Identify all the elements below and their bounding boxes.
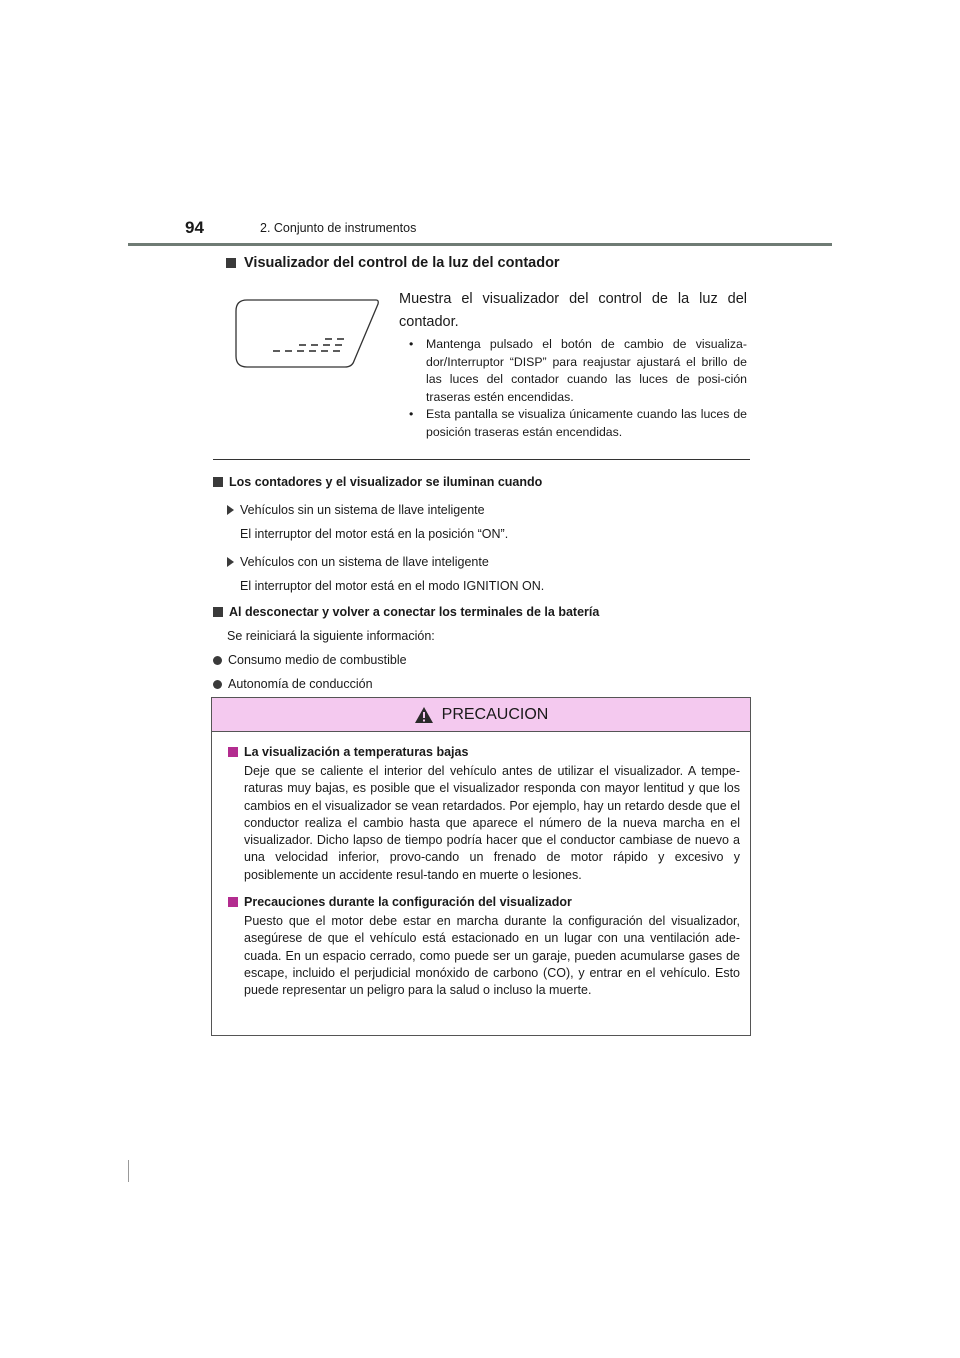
list-item (409, 336, 747, 406)
right-triangle-icon (227, 557, 234, 567)
note-subitem (213, 552, 753, 572)
bullet-dot: • (409, 407, 414, 421)
caution-item-title (228, 742, 740, 762)
list-item-text: Autonomía de conducción (228, 677, 373, 691)
chapter-title: 2. Conjunto de instrumentos (260, 221, 417, 235)
note-subtitle: Vehículos con un sistema de llave inteligente (240, 555, 489, 569)
caution-item (228, 742, 740, 884)
note-subitem (213, 500, 753, 520)
list-item (409, 406, 747, 441)
bullet-text: Esta pantalla se visualiza únicamente cuando las luces de posición traseras están encendidas. (426, 407, 747, 439)
section-title: Visualizador del control de la luz del contador (244, 255, 560, 271)
list-item (213, 650, 753, 670)
caution-header (212, 698, 750, 732)
right-triangle-icon (227, 505, 234, 515)
section-divider (213, 459, 750, 460)
list-item-text: Consumo medio de combustible (228, 653, 407, 667)
caution-title-text: La visualización a temperaturas bajas (244, 745, 469, 759)
caution-box (211, 697, 751, 1036)
section-bullets (409, 336, 747, 441)
note-title: Al desconectar y volver a conectar los terminales de la batería (229, 605, 600, 619)
section-lead: Muestra el visualizador del control de la luz del contador. (399, 291, 747, 330)
meter-display-illustration (233, 298, 381, 370)
bullet-dot: • (409, 337, 414, 351)
caution-item-text: Puesto que el motor debe estar en marcha durante la configuración del visualizador, asegúrese de que el vehículo está estacionado en un lugar con una ventilación ade-cuada. En un espacio cerrado, como puede ser un garaje, pueden acumularse gases de escape, incluido el perjudicial monóxido de carbono (CO), y entrar en el vehículo. Esto puede representar un peligro para la salud o incluso la muerte. (244, 914, 740, 998)
note-text: El interruptor del motor está en el modo IGNITION ON. (240, 579, 545, 593)
caution-item (228, 892, 740, 999)
square-bullet-icon (213, 607, 223, 617)
caution-item-text: Deje que se caliente el interior del vehículo antes de utilizar el visualizador. A tempe-raturas muy bajas, es posible que el visualizador responda con mayor lentitud y que los cambios en el visualizador se vean retardados. Por ejemplo, hay un retardo desde que el conductor realiza el cambio hasta que aparece el número de la nueva marcha en el visualizador. Dicho lapso de tiempo podría hacer que el conductor cambiase de nuevo a una velocidad inferior, provo-cando un frenado de motor rápido y excesivo y posiblemente un accidente resul-tando en muerte o lesiones. (244, 764, 740, 882)
note-title: Los contadores y el visualizador se iluminan cuando (229, 475, 543, 489)
caution-body (212, 732, 750, 1000)
notes-block (213, 472, 753, 694)
section-heading (226, 255, 560, 271)
note-subtitle: Vehículos sin un sistema de llave inteligente (240, 503, 485, 517)
circle-bullet-icon (213, 656, 222, 665)
circle-bullet-icon (213, 680, 222, 689)
margin-mark (128, 1160, 129, 1182)
warning-triangle-icon (414, 706, 434, 724)
header-rule (128, 243, 832, 246)
caution-heading: PRECAUCION (441, 705, 549, 723)
caution-title-text: Precauciones durante la configuración del visualizador (244, 895, 572, 910)
square-bullet-icon (228, 747, 238, 757)
note-text: El interruptor del motor está en la posición “ON”. (240, 527, 509, 541)
caution-item-title (228, 892, 740, 912)
note-text: Se reiniciará la siguiente información: (227, 629, 435, 643)
square-bullet-icon (226, 258, 236, 268)
square-bullet-icon (213, 477, 223, 487)
square-bullet-icon (228, 897, 238, 907)
note-heading (213, 602, 753, 622)
note-heading (213, 472, 753, 492)
page-number: 94 (185, 218, 204, 237)
list-item (213, 674, 753, 694)
bullet-text: Mantenga pulsado el botón de cambio de visualiza-dor/Interruptor “DISP” para reajustar ajustará el brillo de las luces del contador cuando las luces de posi-ción traseras estén encendidas. (426, 337, 747, 404)
